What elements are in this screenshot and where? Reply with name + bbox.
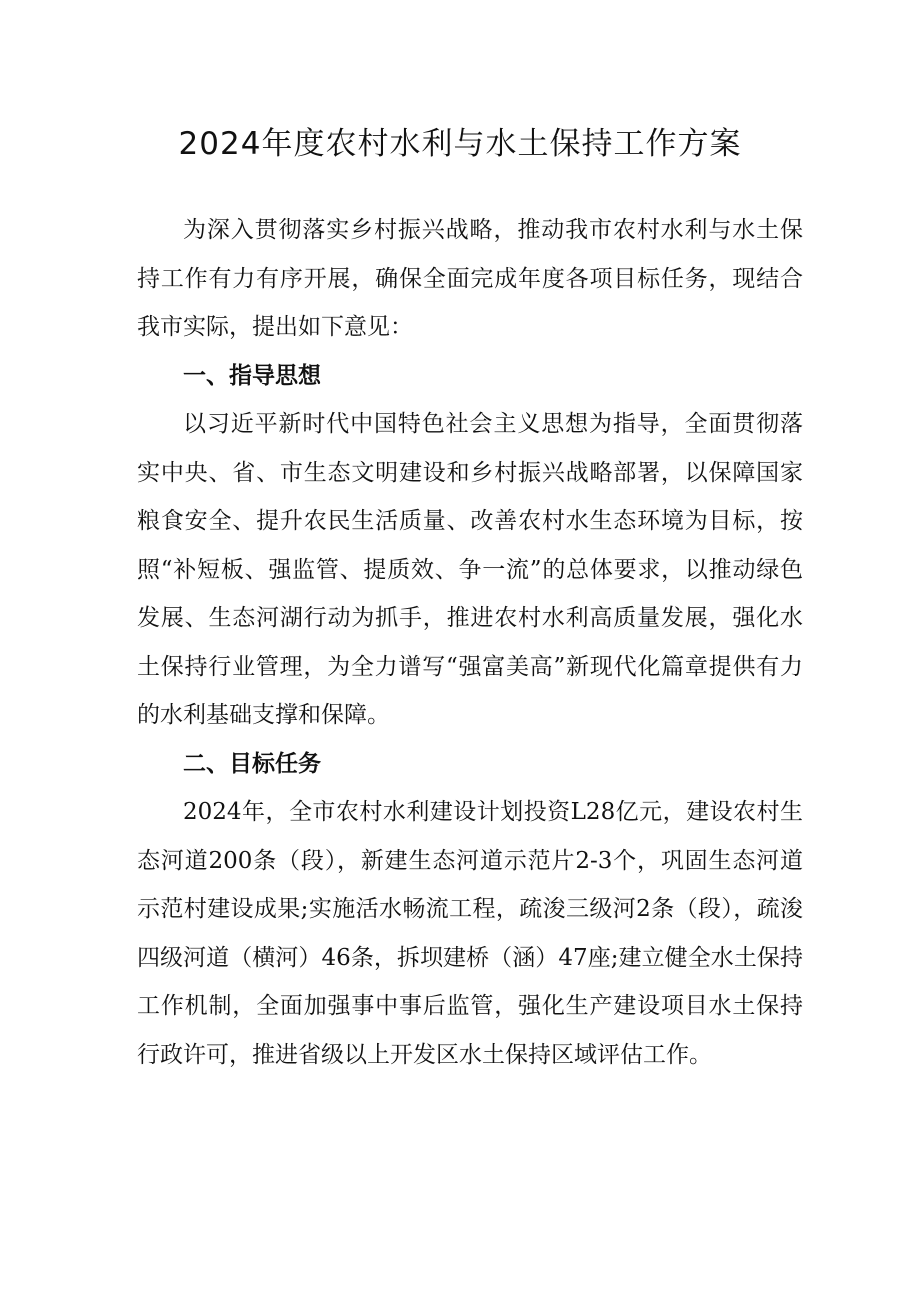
section-heading-guiding-thought: 一、指导思想 [183,361,321,389]
section-text-objectives: 2024年，全市农村水利建设计划投资L28亿元，建设农村生态河道200条（段），新建生态河道示范片2-3个，巩固生态河道示范村建设成果;实施活水畅流工程，疏浚三级河2条（段），疏浚四级河道（横河）46条，拆坝建桥（涵）47座;建立健全水土保持工作机制，全面加强事中事后监管，强化生产建设项目水土保持行政许可，推进省级以上开发区水土保持区域评估工作。 [137,799,803,1068]
intro-paragraph: 为深入贯彻落实乡村振兴战略，推动我市农村水利与水土保持工作有力有序开展，确保全面完成年度各项目标任务，现结合我市实际，提出如下意见： [137,217,803,340]
document-title: 2024年度农村水利与水土保持工作方案 [178,125,742,162]
document-body [137,206,803,1079]
section-heading-objectives: 二、目标任务 [183,749,321,777]
section-text-guiding-thought: 以习近平新时代中国特色社会主义思想为指导，全面贯彻落实中央、省、市生态文明建设和乡村振兴战略部署，以保障国家粮食安全、提升农民生活质量、改善农村水生态环境为目标，按照“补短板、强监管、提质效、争一流”的总体要求，以推动绿色发展、生态河湖行动为抓手，推进农村水利高质量发展，强化水土保持行业管理，为全力谱写“强富美高”新现代化篇章提供有力的水利基础支撑和保障。 [137,411,803,728]
